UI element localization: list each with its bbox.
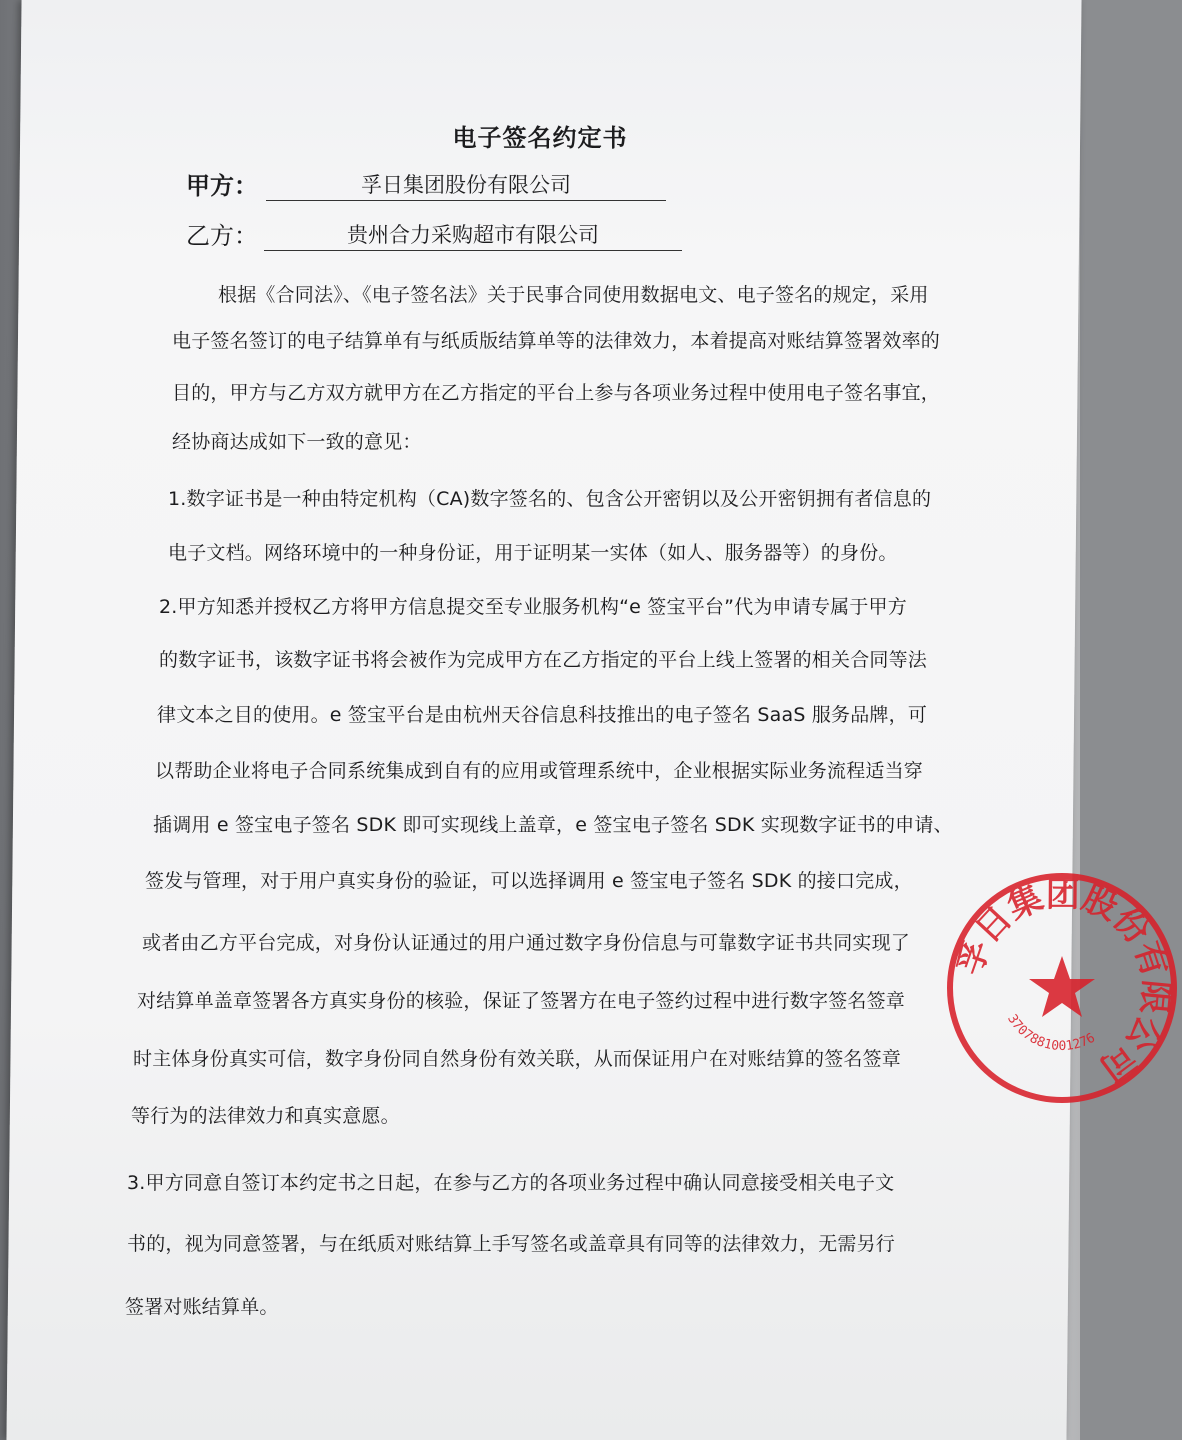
text-line: 目的，甲方与乙方双方就甲方在乙方指定的平台上参与各项业务过程中使用电子签名事宜， <box>172 382 941 404</box>
text-line: 电子文档。网络环境中的一种身份证，用于证明某一实体（如人、服务器等）的身份。 <box>168 542 898 564</box>
party-b-label: 乙方： <box>186 222 258 250</box>
seal-icon <box>942 868 1182 1108</box>
text-line: 1.数字证书是一种由特定机构（CA)数字签名的、包含公开密钥以及公开密钥拥有者信息的 <box>168 488 932 510</box>
text-line: 经协商达成如下一致的意见： <box>172 431 422 453</box>
company-seal-stamp <box>942 868 1182 1108</box>
text-line: 或者由乙方平台完成，对身份认证通过的用户通过数字身份信息与可靠数字证书共同实现了 <box>142 932 911 954</box>
text-line: 签发与管理，对于用户真实身份的验证，可以选择调用 e 签宝电子签名 SDK 的接口完成， <box>145 870 913 892</box>
text-line: 书的，视为同意签署，与在纸质对账结算上手写签名或盖章具有同等的法律效力，无需另行 <box>127 1233 896 1255</box>
text-line: 对结算单盖章签署各方真实身份的核验，保证了签署方在电子签约过程中进行数字签名签章 <box>137 990 906 1012</box>
text-line: 以帮助企业将电子合同系统集成到自有的应用或管理系统中，企业根据实际业务流程适当穿 <box>155 760 924 782</box>
party-b-name: 贵州合力采购超市有限公司 <box>264 219 682 251</box>
text-line: 的数字证书，该数字证书将会被作为完成甲方在乙方指定的平台上线上签署的相关合同等法 <box>159 649 928 671</box>
text-line: 等行为的法律效力和真实意愿。 <box>131 1105 400 1127</box>
svg-text:3707881001276 <box>1004 1012 1098 1054</box>
document-title: 电子签名约定书 <box>452 124 628 152</box>
text-line: 律文本之目的使用。e 签宝平台是由杭州天谷信息科技推出的电子签名 SaaS 服务品牌，可 <box>157 704 928 726</box>
party-b-row <box>186 216 682 251</box>
text-line: 插调用 e 签宝电子签名 SDK 即可实现线上盖章，e 签宝电子签名 SDK 实现数字证书的申请、 <box>153 814 953 836</box>
text-line: 3.甲方同意自签订本约定书之日起，在参与乙方的各项业务过程中确认同意接受相关电子文 <box>127 1172 895 1194</box>
text-line: 2.甲方知悉并授权乙方将甲方信息提交至专业服务机构“e 签宝平台”代为申请专属于甲方 <box>159 596 907 618</box>
party-a-label: 甲方： <box>186 172 258 200</box>
party-a-name: 孚日集团股份有限公司 <box>266 169 666 201</box>
text-line: 时主体身份真实可信，数字身份同自然身份有效关联，从而保证用户在对账结算的签名签章 <box>133 1048 902 1070</box>
text-line: 根据《合同法》、《电子签名法》关于民事合同使用数据电文、电子签名的规定，采用 <box>218 284 929 306</box>
text-line: 电子签名签订的电子结算单有与纸质版结算单等的法律效力，本着提高对账结算签署效率的 <box>172 330 941 352</box>
seal-number-text: 3707881001276 <box>1004 1012 1098 1055</box>
seal-name-text: 孚日集团股份有限公司 <box>949 874 1177 1089</box>
text-line: 签署对账结算单。 <box>125 1296 279 1318</box>
party-a-row <box>186 166 666 201</box>
